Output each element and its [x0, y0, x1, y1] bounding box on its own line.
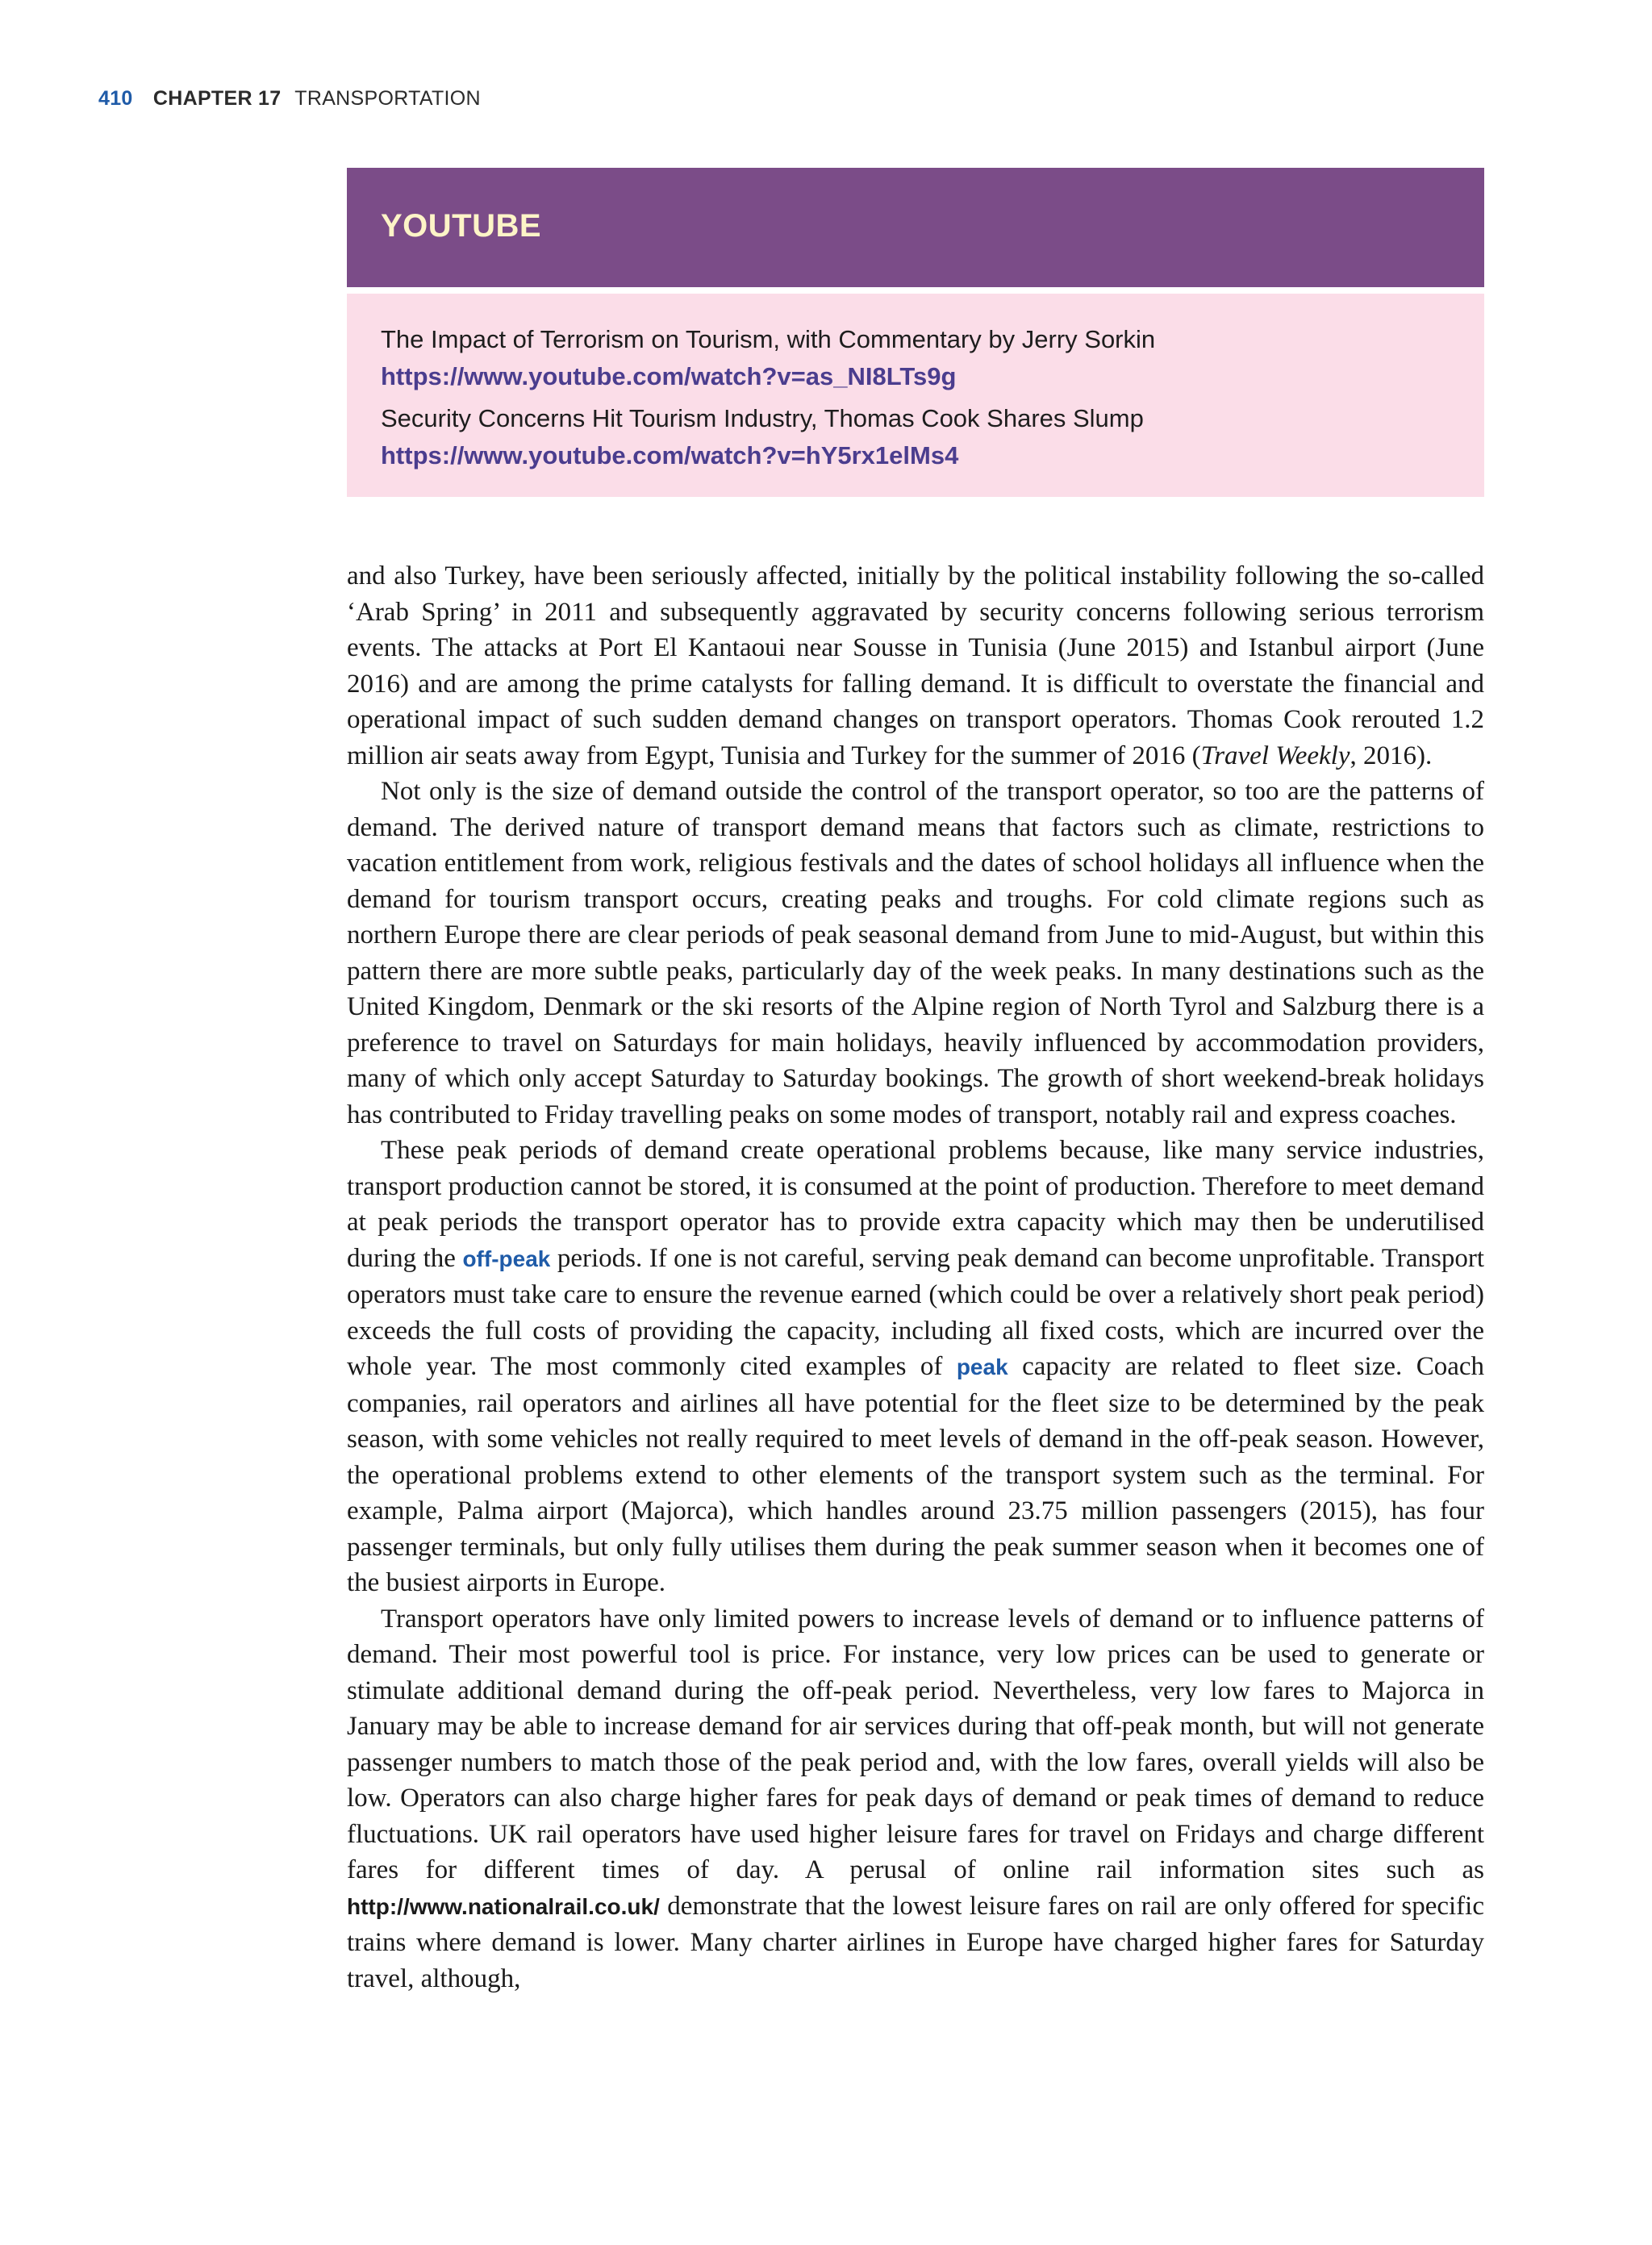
text-run: capacity are related to fleet size. Coach companies, rail operators and airlines all have potential for the fleet size to be determined by the peak season, with some vehicles not really required to meet levels of demand in the off-peak season. However, the operational problems extend to other elements of the transport system such as the terminal. For example, Palma airport (Majorca), which handles around 23.75 million passengers (2015), has four passenger terminals, but only fully utilises them during the peak summer season when it becomes one of the busiest airports in Europe.: [347, 1352, 1485, 1597]
running-head: [98, 87, 481, 111]
text-run: Transport operators have only limited powers to increase levels of demand or to influence patterns of demand. Their most powerful tool is price. For instance, very low prices can be used to generate or stimulate additional demand during the off-peak period. Nevertheless, very low fares to Majorca in January may be able to increase demand for air services during that off-peak month, but will not generate passenger numbers to match those of the peak period and, with the low fares, overall yields will also be low. Operators can also charge higher fares for peak days of demand or peak times of demand to reduce fluctuations. UK rail operators have used higher leisure fares for travel on Fridays and charge different fares for different times of day. A perusal of online rail information sites such as: [347, 1604, 1484, 1884]
youtube-box-body: [347, 294, 1484, 497]
video-link[interactable]: https://www.youtube.com/watch?v=hY5rx1elMs4: [381, 441, 959, 469]
video-title: The Impact of Terrorism on Tourism, with Commentary by Jerry Sorkin: [381, 325, 1156, 353]
paragraph-4: [347, 1601, 1484, 1997]
text-run: periods. If one is not careful, serving peak demand can become unprofitable. Transport operators must take care to ensure the revenue earned (which could be over a relatively short peak period) exceeds the full costs of providing the capacity, including all fixed costs, which are incurred over the whole year. The most commonly cited examples of: [347, 1243, 1484, 1381]
body-text: [347, 558, 1484, 1997]
paragraph-2: Not only is the size of demand outside the control of the transport operator, so too are the patterns of demand. The derived nature of transport demand means that factors such as climate, restrictions to vacation entitlement from work, religious festivals and the dates of school holidays all influence when the demand for tourism transport occurs, creating peaks and troughs. For cold climate regions such as northern Europe there are clear periods of peak seasonal demand from June to mid-August, but within this pattern there are more subtle peaks, particularly day of the week peaks. In many destinations such as the United Kingdom, Denmark or the ski resorts of the Alpine region of North Tyrol and Salzburg there is a preference to travel on Saturdays for main holidays, heavily influenced by accommodation providers, many of which only accept Saturday to Saturday bookings. The growth of short weekend-break holidays has contributed to Friday travelling peaks on some modes of transport, notably rail and express coaches.: [347, 777, 1484, 1129]
youtube-box-heading: YOUTUBE: [347, 168, 1484, 287]
video-item: [381, 321, 1450, 395]
page-number: 410: [98, 87, 133, 110]
text-run: These peak periods of demand create operational problems because, like many service industries, transport production cannot be stored, it is consumed at the point of production. Therefore to meet demand at peak periods the transport operator has to provide extra capacity which may then be underutilised during the: [347, 1136, 1484, 1273]
text-run: demonstrate that the lowest leisure fares on rail are only offered for specific trains where demand is lower. Many charter airlines in Europe have charged higher fares for Saturday travel, although,: [347, 1891, 1484, 1993]
video-item: [381, 400, 1450, 474]
keyword-off-peak: off-peak: [462, 1246, 551, 1271]
text-run: , 2016).: [1350, 741, 1433, 770]
chapter-label: CHAPTER 17: [152, 87, 282, 110]
paragraph-1: [347, 558, 1484, 774]
paragraph-3: [347, 1133, 1484, 1601]
text-run: and also Turkey, have been seriously affected, initially by the political instability following the so-called ‘Arab Spring’ in 2011 and subsequently aggravated by security concerns following serious terrorism events. The attacks at Port El Kantaoui near Sousse in Tunisia (June 2015) and Istanbul airport (June 2016) and are among the prime catalysts for falling demand. It is difficult to overstate the financial and operational impact of such sudden demand changes on transport operators. Thomas Cook rerouted 1.2 million air seats away from Egypt, Tunisia and Turkey for the summer of 2016 (: [347, 561, 1484, 770]
video-title: Security Concerns Hit Tourism Industry, Thomas Cook Shares Slump: [381, 404, 1144, 432]
chapter-title: TRANSPORTATION: [294, 87, 481, 110]
video-link[interactable]: https://www.youtube.com/watch?v=as_NI8LTs9g: [381, 362, 957, 390]
citation-title: Travel Weekly: [1200, 741, 1350, 770]
youtube-box: [347, 168, 1484, 497]
keyword-peak: peak: [956, 1354, 1008, 1379]
national-rail-url[interactable]: http://www.nationalrail.co.uk/: [347, 1893, 660, 1919]
